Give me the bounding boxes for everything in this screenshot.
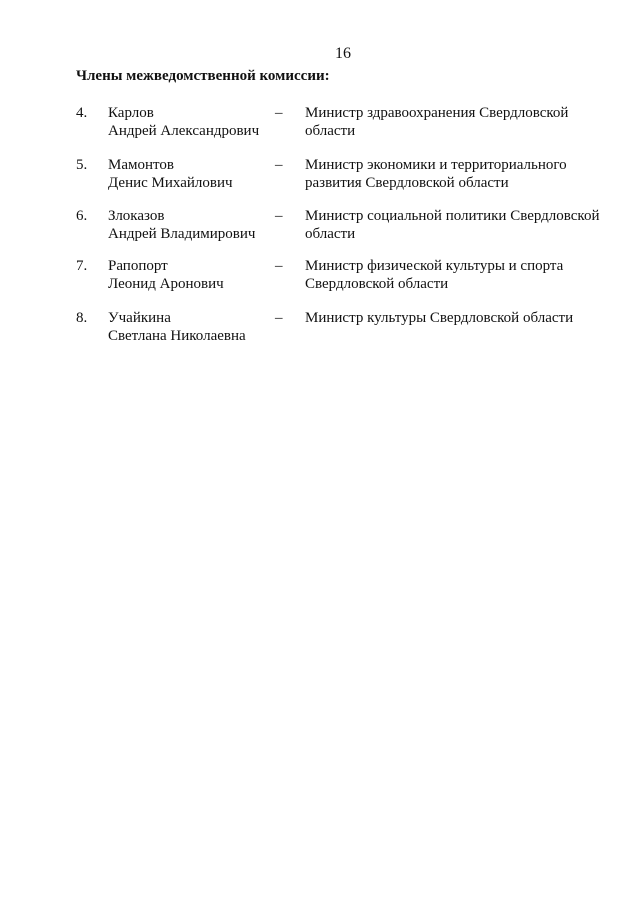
page-number: 16 bbox=[335, 45, 351, 62]
member-name: Мамонтов Денис Михайлович bbox=[108, 157, 233, 191]
member-number: 4. bbox=[76, 105, 88, 121]
member-number: 5. bbox=[76, 157, 88, 173]
member-row bbox=[76, 104, 616, 144]
member-number: 8. bbox=[76, 310, 88, 326]
member-row bbox=[76, 257, 616, 297]
member-role: Министр экономики и территориального развития Свердловской области bbox=[305, 157, 567, 191]
dash: – bbox=[275, 258, 283, 274]
member-name: Рапопорт Леонид Аронович bbox=[108, 258, 224, 292]
dash: – bbox=[275, 105, 283, 121]
member-role: Министр физической культуры и спорта Свердловской области bbox=[305, 258, 564, 292]
dash: – bbox=[275, 310, 283, 326]
member-row bbox=[76, 156, 616, 196]
member-role: Министр социальной политики Свердловской области bbox=[305, 208, 600, 242]
member-row bbox=[76, 207, 616, 247]
member-role: Министр здравоохранения Свердловской области bbox=[305, 105, 569, 139]
member-name: Злоказов Андрей Владимирович bbox=[108, 208, 256, 242]
member-row bbox=[76, 309, 616, 349]
member-number: 7. bbox=[76, 258, 88, 274]
member-name: Карлов Андрей Александрович bbox=[108, 105, 260, 139]
member-number: 6. bbox=[76, 208, 88, 224]
member-name: Учайкина Светлана Николаевна bbox=[108, 310, 246, 344]
section-heading: Члены межведомственной комиссии: bbox=[76, 68, 330, 84]
dash: – bbox=[275, 208, 283, 224]
dash: – bbox=[275, 157, 283, 173]
member-role: Министр культуры Свердловской области bbox=[305, 310, 574, 326]
